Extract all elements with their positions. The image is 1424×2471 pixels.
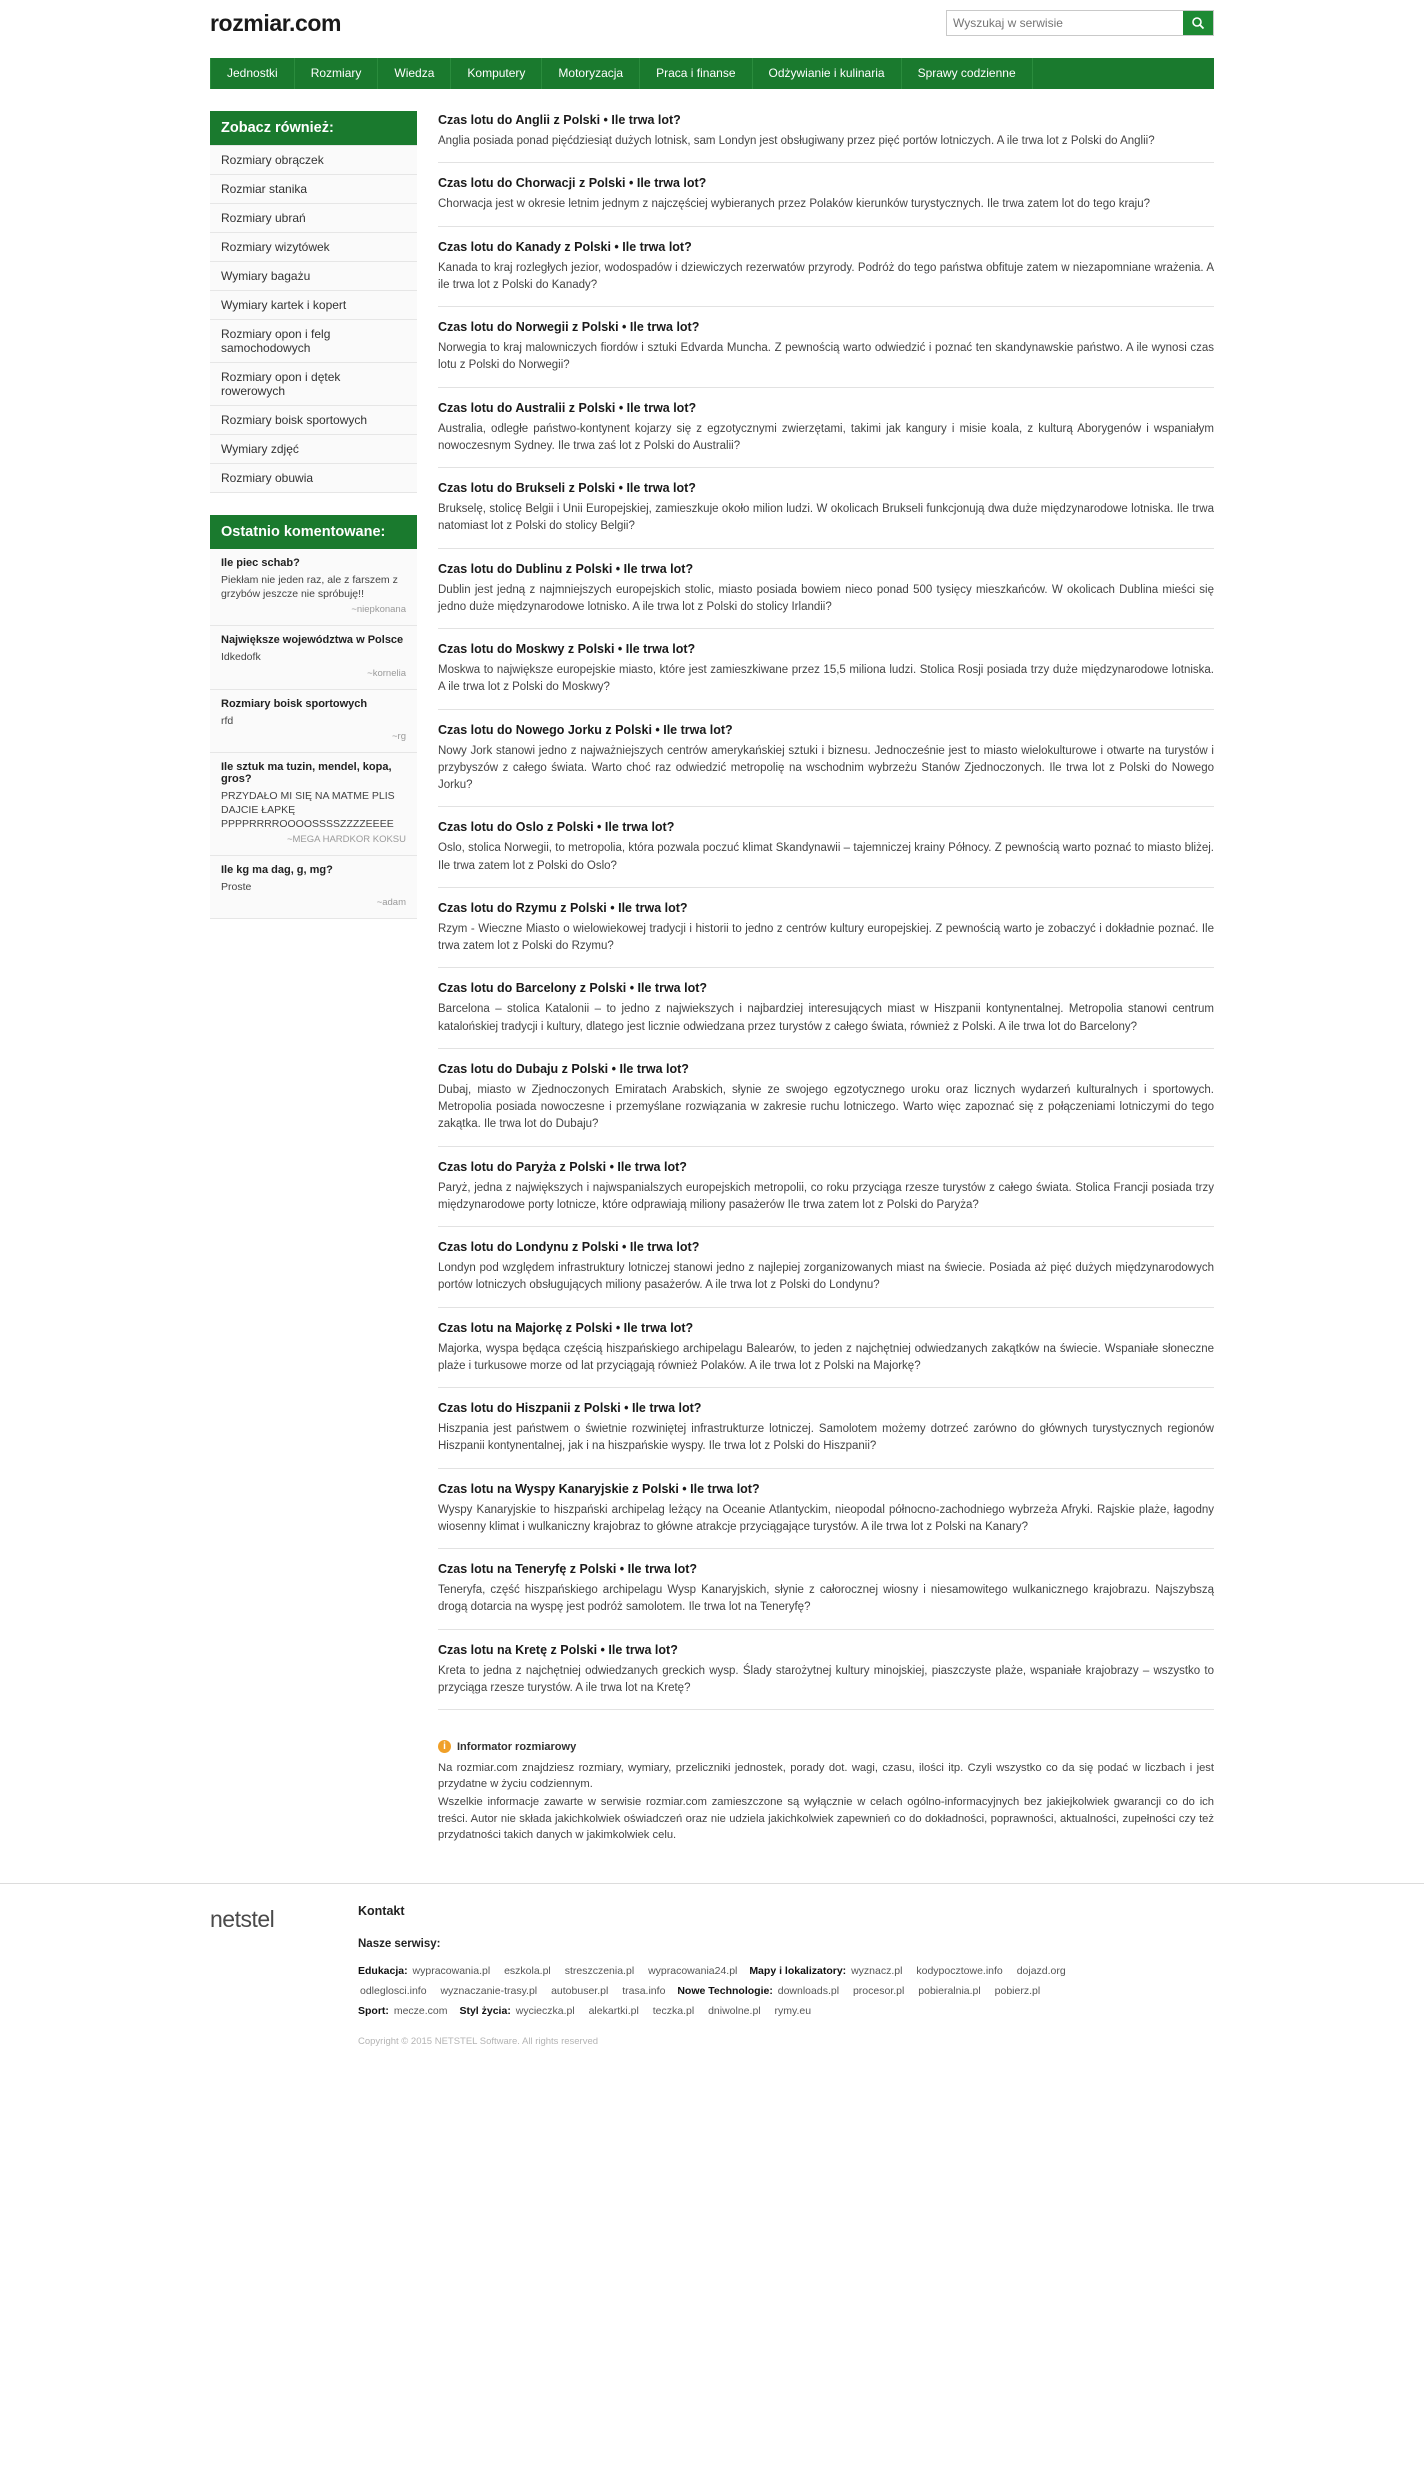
sidebar-item-rozmiar-stanika[interactable]: Rozmiar stanika bbox=[210, 175, 417, 204]
article-excerpt: Australia, odległe państwo-kontynent kojarzy się z egzotycznymi zwierzętami, takimi jak kangury i misie koala, z kulturą Aborygenów i wspaniałym nowoczesnym Sydney. Ile trwa zaś lot z Polski do Australii? bbox=[438, 422, 1214, 452]
sidebar-item-wymiary-bagazu[interactable]: Wymiary bagażu bbox=[210, 262, 417, 291]
article-excerpt: Brukselę, stolicę Belgii i Unii Europejskiej, zamieszkuje około milion ludzi. W okolicach Brukseli funkcjonują dwa duże międzynarodowe lotniska. Ile trwa natomiast lot z Polski do stolicy Belgii? bbox=[438, 503, 1214, 533]
info-box-paragraph: Wszelkie informacje zawarte w serwisie rozmiar.com zamieszczone są wyłącznie w celach ogólno-informacyjnych bez jakiejkolwiek gwarancji co do ich treści. Autor nie składa jakichkolwiek oświadczeń oraz nie udziela jakichkolwiek zapewnień co do dokładności, poprawności, aktualności, zupełności czy też przydatności takich danych w jakimkolwiek celu. bbox=[438, 1796, 1214, 1841]
site-footer bbox=[0, 1883, 1424, 2047]
article-item bbox=[438, 723, 1214, 808]
search-box[interactable] bbox=[946, 10, 1214, 36]
comment-item[interactable] bbox=[210, 753, 417, 857]
article-title[interactable]: Czas lotu do Moskwy z Polski • Ile trwa lot? bbox=[438, 642, 696, 656]
footer-link[interactable]: kodypocztowe.info bbox=[916, 1965, 1003, 1978]
article-excerpt: Barcelona – stolica Katalonii – to jedno z najwiekszych i najbardziej interesujących miast w Hiszpanii kontynentalnej. Metropolia stanowi centrum katalońskiej tradycji i kultury, dlatego jest licznie odwiedzana przez turystów z całego świata, również z Polski. A ile trwa lot do Barcelony? bbox=[438, 1003, 1214, 1033]
article-item bbox=[438, 642, 1214, 710]
article-excerpt: Paryż, jedna z największych i najwspanialszych europejskich metropolii, co roku przyciąga rzesze turystów z całego świata. Stolica Francji posiada trzy międzynarodowe porty lotnicze, które odprawiają miliony pasażerów Ile trwa zatem lot z Polski do Paryża? bbox=[438, 1181, 1214, 1211]
footer-services-title: Nasze serwisy: bbox=[358, 1938, 441, 1951]
article-title[interactable]: Czas lotu do Rzymu z Polski • Ile trwa lot? bbox=[438, 900, 688, 915]
article-excerpt: Anglia posiada ponad pięćdziesiąt dużych lotnisk, sam Londyn jest obsługiwany przez pięć portów lotniczych. A ile trwa lot z Polski do Anglii? bbox=[438, 135, 1155, 147]
article-item bbox=[438, 176, 1214, 226]
comment-title[interactable]: Ile kg ma dag, g, mg? bbox=[221, 864, 333, 877]
comment-author: ~rg bbox=[392, 730, 406, 742]
article-excerpt: Hiszpania jest państwem o świetnie rozwiniętej infrastrukturze lotniczej. Samolotem możemy dotrzeć zarówno do głównych turystycznych regionów Hiszpanii kontynentalnej, jak i na hiszpańskie wyspy. Ile trwa lot z Polski do Hiszpanii? bbox=[438, 1423, 1214, 1453]
footer-link[interactable]: pobierz.pl bbox=[994, 1985, 1041, 1998]
footer-logo-text: netstel bbox=[210, 1906, 275, 1933]
comment-body: Proste bbox=[221, 881, 252, 894]
footer-group-label-mapy: Mapy i lokalizatory: bbox=[749, 1965, 847, 1978]
sidebar-item-rozmiary-opon-i-felg[interactable]: Rozmiary opon i felg samochodowych bbox=[210, 320, 417, 363]
article-item bbox=[438, 113, 1214, 163]
article-excerpt: Chorwacja jest w okresie letnim jednym z najczęściej wybieranych przez Polaków kierunków turystycznych. Ile trwa zatem lot do tego kraju? bbox=[438, 198, 1151, 211]
nav-item-sprawy-codzienne[interactable]: Sprawy codzienne bbox=[902, 58, 1033, 89]
footer-link-row bbox=[358, 1962, 1214, 1982]
sidebar-item-rozmiary-wizytowek[interactable]: Rozmiary wizytówek bbox=[210, 233, 417, 262]
sidebar-item-rozmiary-obuwia[interactable]: Rozmiary obuwia bbox=[210, 464, 417, 493]
article-excerpt: Londyn pod względem infrastruktury lotniczej stanowi jedno z najlepiej zorganizowanych miast na świecie. Posiada aż pięć dużych międzynarodowych portów lotniczych obsługujących miliony pasażerów. A ile trwa lot z Polski do Londynu? bbox=[438, 1262, 1214, 1292]
info-box bbox=[438, 1736, 1214, 1843]
footer-link[interactable]: wypracowania.pl bbox=[412, 1965, 491, 1978]
sidebar-item-wymiary-kartek-i-kopert[interactable]: Wymiary kartek i kopert bbox=[210, 291, 417, 320]
footer-link[interactable]: dojazd.org bbox=[1016, 1965, 1066, 1978]
footer-link[interactable]: wyznaczanie-trasy.pl bbox=[440, 1985, 538, 1998]
sidebar-item-rozmiary-opon-rowerowych[interactable]: Rozmiary opon i dętek rowerowych bbox=[210, 363, 417, 406]
footer-link[interactable]: procesor.pl bbox=[852, 1985, 905, 1998]
nav-item-rozmiary[interactable]: Rozmiary bbox=[295, 58, 379, 89]
article-title[interactable]: Czas lotu do Oslo z Polski • Ile trwa lot? bbox=[438, 820, 675, 835]
footer-link[interactable]: odleglosci.info bbox=[360, 1985, 427, 1998]
article-title[interactable]: Czas lotu do Londynu z Polski • Ile trwa lot? bbox=[438, 1240, 700, 1254]
comment-author: ~MEGA HARDKOR KOKSU bbox=[286, 834, 406, 846]
comment-title[interactable]: Rozmiary boisk sportowych bbox=[221, 697, 368, 710]
copyright-text: Copyright © 2015 NETSTEL Software. All rights reserved bbox=[358, 2035, 599, 2047]
info-box-header bbox=[438, 1740, 1214, 1753]
footer-group-label-edukacja: Edukacja: bbox=[358, 1965, 408, 1978]
article-excerpt: Dubaj, miasto w Zjednoczonych Emiratach Arabskich, słynie ze swojego egzotycznego uroku oraz licznych wydarzeń kulturalnych i sportowych. Metropolia posiada nowoczesne i przemyślane rozwiązania w zakresie ruchu lotniczego. Warto więc zapoznać się z połączeniami lotniczymi do tego zakątka. Ile trwa lot do Dubaju? bbox=[438, 1083, 1214, 1131]
footer-link[interactable]: pobieralnia.pl bbox=[918, 1985, 981, 1998]
article-excerpt: Wyspy Kanaryjskie to hiszpański archipelag leżący na Oceanie Atlantyckim, nieopodal północno-zachodniego wybrzeża Afryki. Rajskie plaże, łagodny wiosenny klimat i wulkaniczny krajobraz to główne atrakcje przyciągające turystów. A ile trwa lot z Polski na Kanary? bbox=[438, 1503, 1214, 1533]
article-title[interactable]: Czas lotu do Anglii z Polski • Ile trwa lot? bbox=[438, 113, 681, 127]
footer-group-label-sport: Sport: bbox=[358, 2005, 389, 2018]
article-list bbox=[438, 111, 1214, 1845]
search-input[interactable] bbox=[947, 11, 1183, 35]
footer-logo bbox=[210, 1904, 340, 1933]
article-title[interactable]: Czas lotu do Chorwacji z Polski • Ile trwa lot? bbox=[438, 176, 707, 191]
sidebar-see-also-list bbox=[210, 145, 417, 493]
article-item bbox=[438, 401, 1214, 469]
article-title[interactable]: Czas lotu do Dubaju z Polski • Ile trwa lot? bbox=[438, 1061, 689, 1076]
article-title[interactable]: Czas lotu do Brukseli z Polski • Ile trwa lot? bbox=[438, 481, 696, 495]
article-excerpt: Nowy Jork stanowi jedno z najważniejszych centrów amerykańskiej sztuki i biznesu. Jednocześnie jest to miasto wielokulturowe i otwarte na turystów i przybyszów z całego świata. Warto choć raz odwiedzić metropolię na wschodnim wybrzeżu Stanów Zjednoczonych. Ile trwa lot z Polski do Nowego Jorku? bbox=[438, 744, 1214, 791]
info-box-paragraph: Na rozmiar.com znajdziesz rozmiary, wymiary, przeliczniki jednostek, porady dot. wagi, czasu, ilości itp. Czyli wszystko co da się podać w liczbach i jest przydatne w życiu codziennym. bbox=[438, 1762, 1214, 1791]
article-title[interactable]: Czas lotu do Australii z Polski • Ile trwa lot? bbox=[438, 400, 697, 415]
sidebar bbox=[210, 111, 417, 919]
article-excerpt: Kreta to jedna z najchętniej odwiedzanych greckich wysp. Ślady starożytnej kultury minojskiej, piaszczyste plaże, wspaniałe krajobrazy – wszystko to przyciąga rzesze turystów. A ile trwa lot na Kretę? bbox=[438, 1664, 1214, 1694]
site-header bbox=[210, 0, 1214, 52]
search-icon bbox=[1189, 16, 1207, 30]
comment-item[interactable] bbox=[210, 690, 417, 753]
main-navigation[interactable] bbox=[210, 58, 1214, 89]
nav-item-odzywianie-i-kulinaria[interactable]: Odżywianie i kulinaria bbox=[753, 58, 902, 89]
comment-body: Piekłam nie jeden raz, ale z farszem z grzybów jeszcze nie spróbuję!! bbox=[221, 574, 398, 601]
footer-link[interactable]: downloads.pl bbox=[777, 1985, 840, 1998]
nav-item-motoryzacja[interactable]: Motoryzacja bbox=[542, 58, 640, 89]
sidebar-item-wymiary-zdjec[interactable]: Wymiary zdjęć bbox=[210, 435, 417, 464]
article-item bbox=[438, 240, 1214, 308]
comment-title[interactable]: Ile sztuk ma tuzin, mendel, kopa, gros? bbox=[221, 760, 392, 785]
comment-author: ~kornelia bbox=[367, 667, 406, 679]
article-title[interactable]: Czas lotu do Kanady z Polski • Ile trwa lot? bbox=[438, 239, 692, 254]
article-title[interactable]: Czas lotu do Hiszpanii z Polski • Ile trwa lot? bbox=[438, 1401, 702, 1415]
footer-link[interactable]: wyznacz.pl bbox=[851, 1965, 903, 1978]
sidebar-see-also-title: Zobacz również: bbox=[210, 111, 417, 145]
footer-link-row bbox=[358, 2002, 1214, 2022]
footer-link[interactable]: autobuser.pl bbox=[551, 1985, 609, 1998]
article-title[interactable]: Czas lotu na Kretę z Polski • Ile trwa lot? bbox=[438, 1642, 678, 1657]
footer-link[interactable]: dniwolne.pl bbox=[708, 2005, 761, 2018]
article-item bbox=[438, 1401, 1214, 1469]
article-item bbox=[438, 481, 1214, 549]
article-title[interactable]: Czas lotu na Teneryfę z Polski • Ile trwa lot? bbox=[438, 1562, 698, 1576]
nav-item-wiedza[interactable]: Wiedza bbox=[378, 58, 451, 89]
content-area bbox=[210, 89, 1214, 1845]
article-excerpt: Dublin jest jedną z najmniejszych europejskich stolic, miasto posiada bowiem nieco ponad 500 tysięcy mieszkańców. W okolicach Dublina mieści się jedno duże międzynarodowe lotnisko. A ile trwa lot z Polski do stolicy Irlandii? bbox=[438, 583, 1214, 613]
article-excerpt: Kanada to kraj rozległych jezior, wodospadów i dziewiczych rezerwatów przyrody. Podróż do tego państwa obfituje zatem w niezapomniane wrażenia. A ile trwa lot z Polski do Kanady? bbox=[438, 261, 1214, 291]
sidebar-item-rozmiary-boisk-sportowych[interactable]: Rozmiary boisk sportowych bbox=[210, 406, 417, 435]
site-logo[interactable]: rozmiar.com bbox=[210, 10, 342, 36]
footer-group-label-nowe-technologie: Nowe Technologie: bbox=[677, 1985, 773, 1998]
article-item bbox=[438, 1160, 1214, 1228]
footer-link[interactable]: rymy.eu bbox=[774, 2005, 812, 2018]
footer-link[interactable]: alekartki.pl bbox=[588, 2005, 639, 2018]
article-item bbox=[438, 1062, 1214, 1147]
footer-link[interactable]: streszczenia.pl bbox=[564, 1965, 635, 1978]
article-item bbox=[438, 1321, 1214, 1389]
footer-link-row bbox=[358, 1982, 1214, 2002]
article-title[interactable]: Czas lotu na Majorkę z Polski • Ile trwa lot? bbox=[438, 1320, 694, 1335]
article-item bbox=[438, 981, 1214, 1049]
footer-group-label-styl-zycia: Styl życia: bbox=[459, 2005, 511, 2018]
article-title[interactable]: Czas lotu na Wyspy Kanaryjskie z Polski • Ile trwa lot? bbox=[438, 1481, 760, 1496]
article-item bbox=[438, 820, 1214, 888]
recent-comments-section bbox=[210, 515, 417, 919]
footer-link[interactable]: eszkola.pl bbox=[504, 1965, 551, 1978]
comment-item[interactable] bbox=[210, 626, 417, 689]
footer-contact-title[interactable]: Kontakt bbox=[358, 1904, 405, 1919]
sidebar-item-rozmiary-obraczek[interactable]: Rozmiary obrączek bbox=[210, 145, 417, 175]
article-excerpt: Teneryfa, część hiszpańskiego archipelagu Wysp Kanaryjskich, słynie z całorocznej wiosny i niesamowitego wulkanicznego krajobrazu. Najszybszą drogą dotarcia na wyspę jest podróż samolotem. Ile trwa lot na Teneryfę? bbox=[438, 1584, 1214, 1614]
info-box-title: Informator rozmiarowy bbox=[457, 1740, 577, 1753]
sidebar-item-rozmiary-ubran[interactable]: Rozmiary ubrań bbox=[210, 204, 417, 233]
article-excerpt: Oslo, stolica Norwegii, to metropolia, która pozwala poczuć klimat Skandynawii – tajemniczej krainy Północy. Z pewnością warto poznać to miasto bliżej. Ile trwa zatem lot z Polski do Oslo? bbox=[438, 842, 1214, 872]
nav-item-praca-i-finanse[interactable]: Praca i finanse bbox=[640, 58, 752, 89]
footer-link[interactable]: teczka.pl bbox=[652, 2005, 695, 2018]
nav-item-komputery[interactable]: Komputery bbox=[451, 58, 542, 89]
footer-link[interactable]: wypracowania24.pl bbox=[648, 1965, 738, 1978]
article-title[interactable]: Czas lotu do Paryża z Polski • Ile trwa lot? bbox=[438, 1159, 687, 1174]
footer-link[interactable]: trasa.info bbox=[622, 1985, 666, 1998]
comment-title[interactable]: Ile piec schab? bbox=[221, 557, 300, 569]
comment-title[interactable]: Największe województwa w Polsce bbox=[221, 634, 404, 647]
comment-body: rfd bbox=[221, 714, 234, 727]
article-excerpt: Majorka, wyspa będąca częścią hiszpańskiego archipelagu Balearów, to jeden z najchętniej odwiedzanych zakątków na świecie. Wspaniałe słoneczne plaże i turkusowe morze od lat przyciągają również Polaków. A ile trwa lot z Polski na Majorkę? bbox=[438, 1342, 1214, 1372]
article-title[interactable]: Czas lotu do Norwegii z Polski • Ile trwa lot? bbox=[438, 320, 700, 334]
article-item bbox=[438, 562, 1214, 630]
article-title[interactable]: Czas lotu do Nowego Jorku z Polski • Ile trwa lot? bbox=[438, 722, 733, 737]
comment-item[interactable] bbox=[210, 549, 417, 626]
article-excerpt: Moskwa to największe europejskie miasto, które jest zamieszkiwane przez 15,5 miliona ludzi. Stolica Rosji posiada trzy duże międzynarodowe lotniska. A ile trwa lot z Polski do Moskwy? bbox=[438, 664, 1214, 694]
comment-body: PRZYDAŁO MI SIĘ NA MATME PLIS DAJCIE ŁAPKĘ PPPPRRRROOOOSSSSZZZZEEEE bbox=[221, 789, 395, 831]
comment-item[interactable] bbox=[210, 856, 417, 919]
article-item bbox=[438, 1562, 1214, 1630]
info-icon: i bbox=[438, 1740, 451, 1753]
article-item bbox=[438, 1643, 1214, 1711]
article-item bbox=[438, 1482, 1214, 1550]
search-button[interactable] bbox=[1183, 11, 1213, 35]
footer-content bbox=[340, 1904, 1214, 2047]
article-excerpt: Rzym - Wieczne Miasto o wielowiekowej tradycji i historii to jedno z centrów kultury europejskiej. Z pewnością warto je zobaczyć i dokładnie poznać. Ile trwa zatem lot z Polski do Rzymu? bbox=[438, 922, 1214, 952]
article-title[interactable]: Czas lotu do Barcelony z Polski • Ile trwa lot? bbox=[438, 981, 708, 996]
footer-link[interactable]: wycieczka.pl bbox=[515, 2005, 575, 2018]
article-title[interactable]: Czas lotu do Dublinu z Polski • Ile trwa lot? bbox=[438, 561, 694, 576]
comment-author: ~niepkonana bbox=[351, 604, 406, 616]
comment-author: ~adam bbox=[376, 897, 406, 909]
nav-item-jednostki[interactable]: Jednostki bbox=[210, 58, 295, 89]
article-item bbox=[438, 901, 1214, 969]
comment-body: Idkedofk bbox=[221, 651, 261, 664]
article-excerpt: Norwegia to kraj malowniczych fiordów i sztuki Edvarda Muncha. Z pewnością warto odwiedzić i poznać ten skandynawskie państwo. A ile wynosi czas lotu z Polski do Norwegii? bbox=[438, 342, 1214, 372]
recent-comments-title: Ostatnio komentowane: bbox=[210, 515, 417, 549]
article-item bbox=[438, 1240, 1214, 1308]
article-item bbox=[438, 320, 1214, 388]
footer-link[interactable]: mecze.com bbox=[393, 2005, 448, 2018]
